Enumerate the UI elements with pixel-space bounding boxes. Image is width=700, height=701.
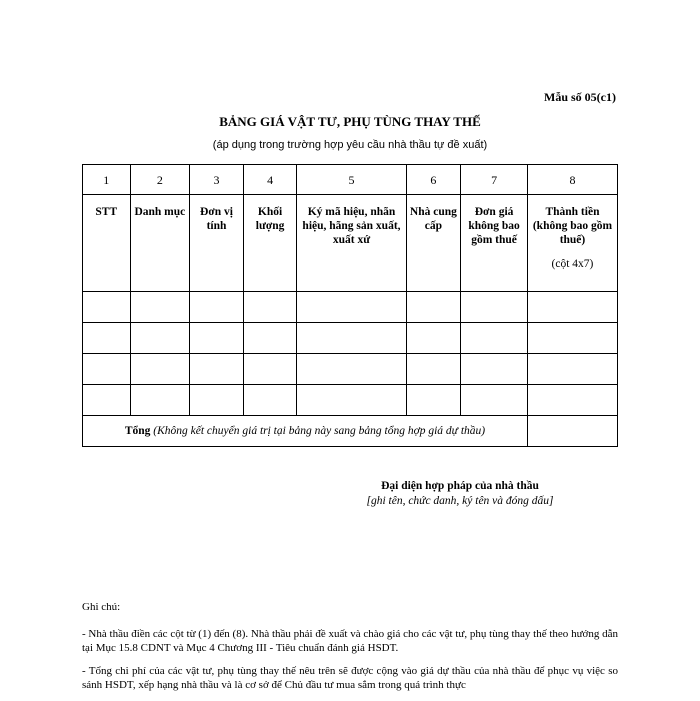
header-unit: Đơn vị tính xyxy=(190,195,244,292)
table-cell[interactable] xyxy=(243,292,297,323)
table-cell[interactable] xyxy=(190,323,244,354)
header-brand: Ký mã hiệu, nhãn hiệu, hãng sản xuất, xuất xứ xyxy=(297,195,406,292)
notes-section xyxy=(82,601,618,701)
header-item: Danh mục xyxy=(130,195,190,292)
column-number: 3 xyxy=(190,165,244,195)
table-cell[interactable] xyxy=(527,292,617,323)
table-cell[interactable] xyxy=(83,323,131,354)
document-subtitle: (áp dụng trong trường hợp yêu cầu nhà thầu tự đề xuất) xyxy=(212,139,488,151)
table-cell[interactable] xyxy=(130,385,190,416)
table-cell[interactable] xyxy=(297,354,406,385)
table-cell[interactable] xyxy=(130,323,190,354)
column-number-row xyxy=(83,165,618,195)
table-cell[interactable] xyxy=(190,292,244,323)
total-row xyxy=(83,416,618,447)
header-amount-formula: (cột 4x7) xyxy=(551,258,594,270)
column-number: 7 xyxy=(461,165,528,195)
total-note: (Không kết chuyển giá trị tại bảng này sang bảng tổng hợp giá dự thầu) xyxy=(153,425,486,437)
table-cell[interactable] xyxy=(243,354,297,385)
table-cell[interactable] xyxy=(297,385,406,416)
form-number: Mẫu số 05(c1) xyxy=(544,90,616,104)
column-number: 8 xyxy=(527,165,617,195)
table-cell[interactable] xyxy=(461,354,528,385)
column-number: 6 xyxy=(406,165,461,195)
table-cell[interactable] xyxy=(130,292,190,323)
column-number: 4 xyxy=(243,165,297,195)
table-row xyxy=(83,323,618,354)
table-row xyxy=(83,354,618,385)
header-amount-label: Thành tiền (không bao gồm thuế) xyxy=(532,206,613,246)
table-cell[interactable] xyxy=(461,323,528,354)
document-title: BẢNG GIÁ VẬT TƯ, PHỤ TÙNG THAY THẾ xyxy=(219,114,481,129)
table-cell[interactable] xyxy=(297,323,406,354)
price-table xyxy=(82,164,618,447)
table-cell[interactable] xyxy=(461,292,528,323)
header-supplier: Nhà cung cấp xyxy=(406,195,461,292)
signature-title: Đại diện hợp pháp của nhà thầu xyxy=(381,480,539,492)
table-cell[interactable] xyxy=(243,323,297,354)
table-cell[interactable] xyxy=(83,354,131,385)
table-row xyxy=(83,385,618,416)
table-cell[interactable] xyxy=(527,385,617,416)
column-number: 2 xyxy=(130,165,190,195)
header-stt: STT xyxy=(83,195,131,292)
header-unit-price: Đơn giá không bao gồm thuế xyxy=(461,195,528,292)
column-number: 1 xyxy=(83,165,131,195)
table-cell[interactable] xyxy=(190,354,244,385)
header-quantity: Khối lượng xyxy=(243,195,297,292)
table-cell[interactable] xyxy=(130,354,190,385)
notes-heading: Ghi chú: xyxy=(82,601,121,613)
table-cell[interactable] xyxy=(297,292,406,323)
table-cell[interactable] xyxy=(406,323,461,354)
table-cell[interactable] xyxy=(527,354,617,385)
table-cell[interactable] xyxy=(461,385,528,416)
column-number: 5 xyxy=(297,165,406,195)
table-row xyxy=(83,292,618,323)
total-cell xyxy=(83,416,528,447)
header-row xyxy=(83,195,618,292)
total-amount-cell[interactable] xyxy=(527,416,617,447)
table-cell[interactable] xyxy=(83,385,131,416)
table-cell[interactable] xyxy=(243,385,297,416)
note-item: - Nhà thầu điền các cột từ (1) đến (8). Nhà thầu phải đề xuất và chào giá cho các vật tư, phụ tùng thay thế theo hướng dẫn tại Mục 15.8 CDNT và Mục 4 Chương III - Tiêu chuẩn đánh giá HSDT. xyxy=(82,628,618,654)
table-cell[interactable] xyxy=(406,292,461,323)
table-cell[interactable] xyxy=(190,385,244,416)
table-cell[interactable] xyxy=(527,323,617,354)
note-item: - Tổng chi phí của các vật tư, phụ tùng thay thế nêu trên sẽ được cộng vào giá dự thầu của nhà thầu để phục vụ việc so sánh HSDT, xếp hạng nhà thầu và là cơ sở để Chủ đầu tư mua sắm trong quá trình thực xyxy=(82,665,618,691)
table-cell[interactable] xyxy=(83,292,131,323)
table-cell[interactable] xyxy=(406,354,461,385)
signature-instruction: [ghi tên, chức danh, ký tên và đóng dấu] xyxy=(366,495,554,507)
header-amount xyxy=(527,195,617,292)
table-cell[interactable] xyxy=(406,385,461,416)
total-label: Tổng xyxy=(124,425,151,437)
